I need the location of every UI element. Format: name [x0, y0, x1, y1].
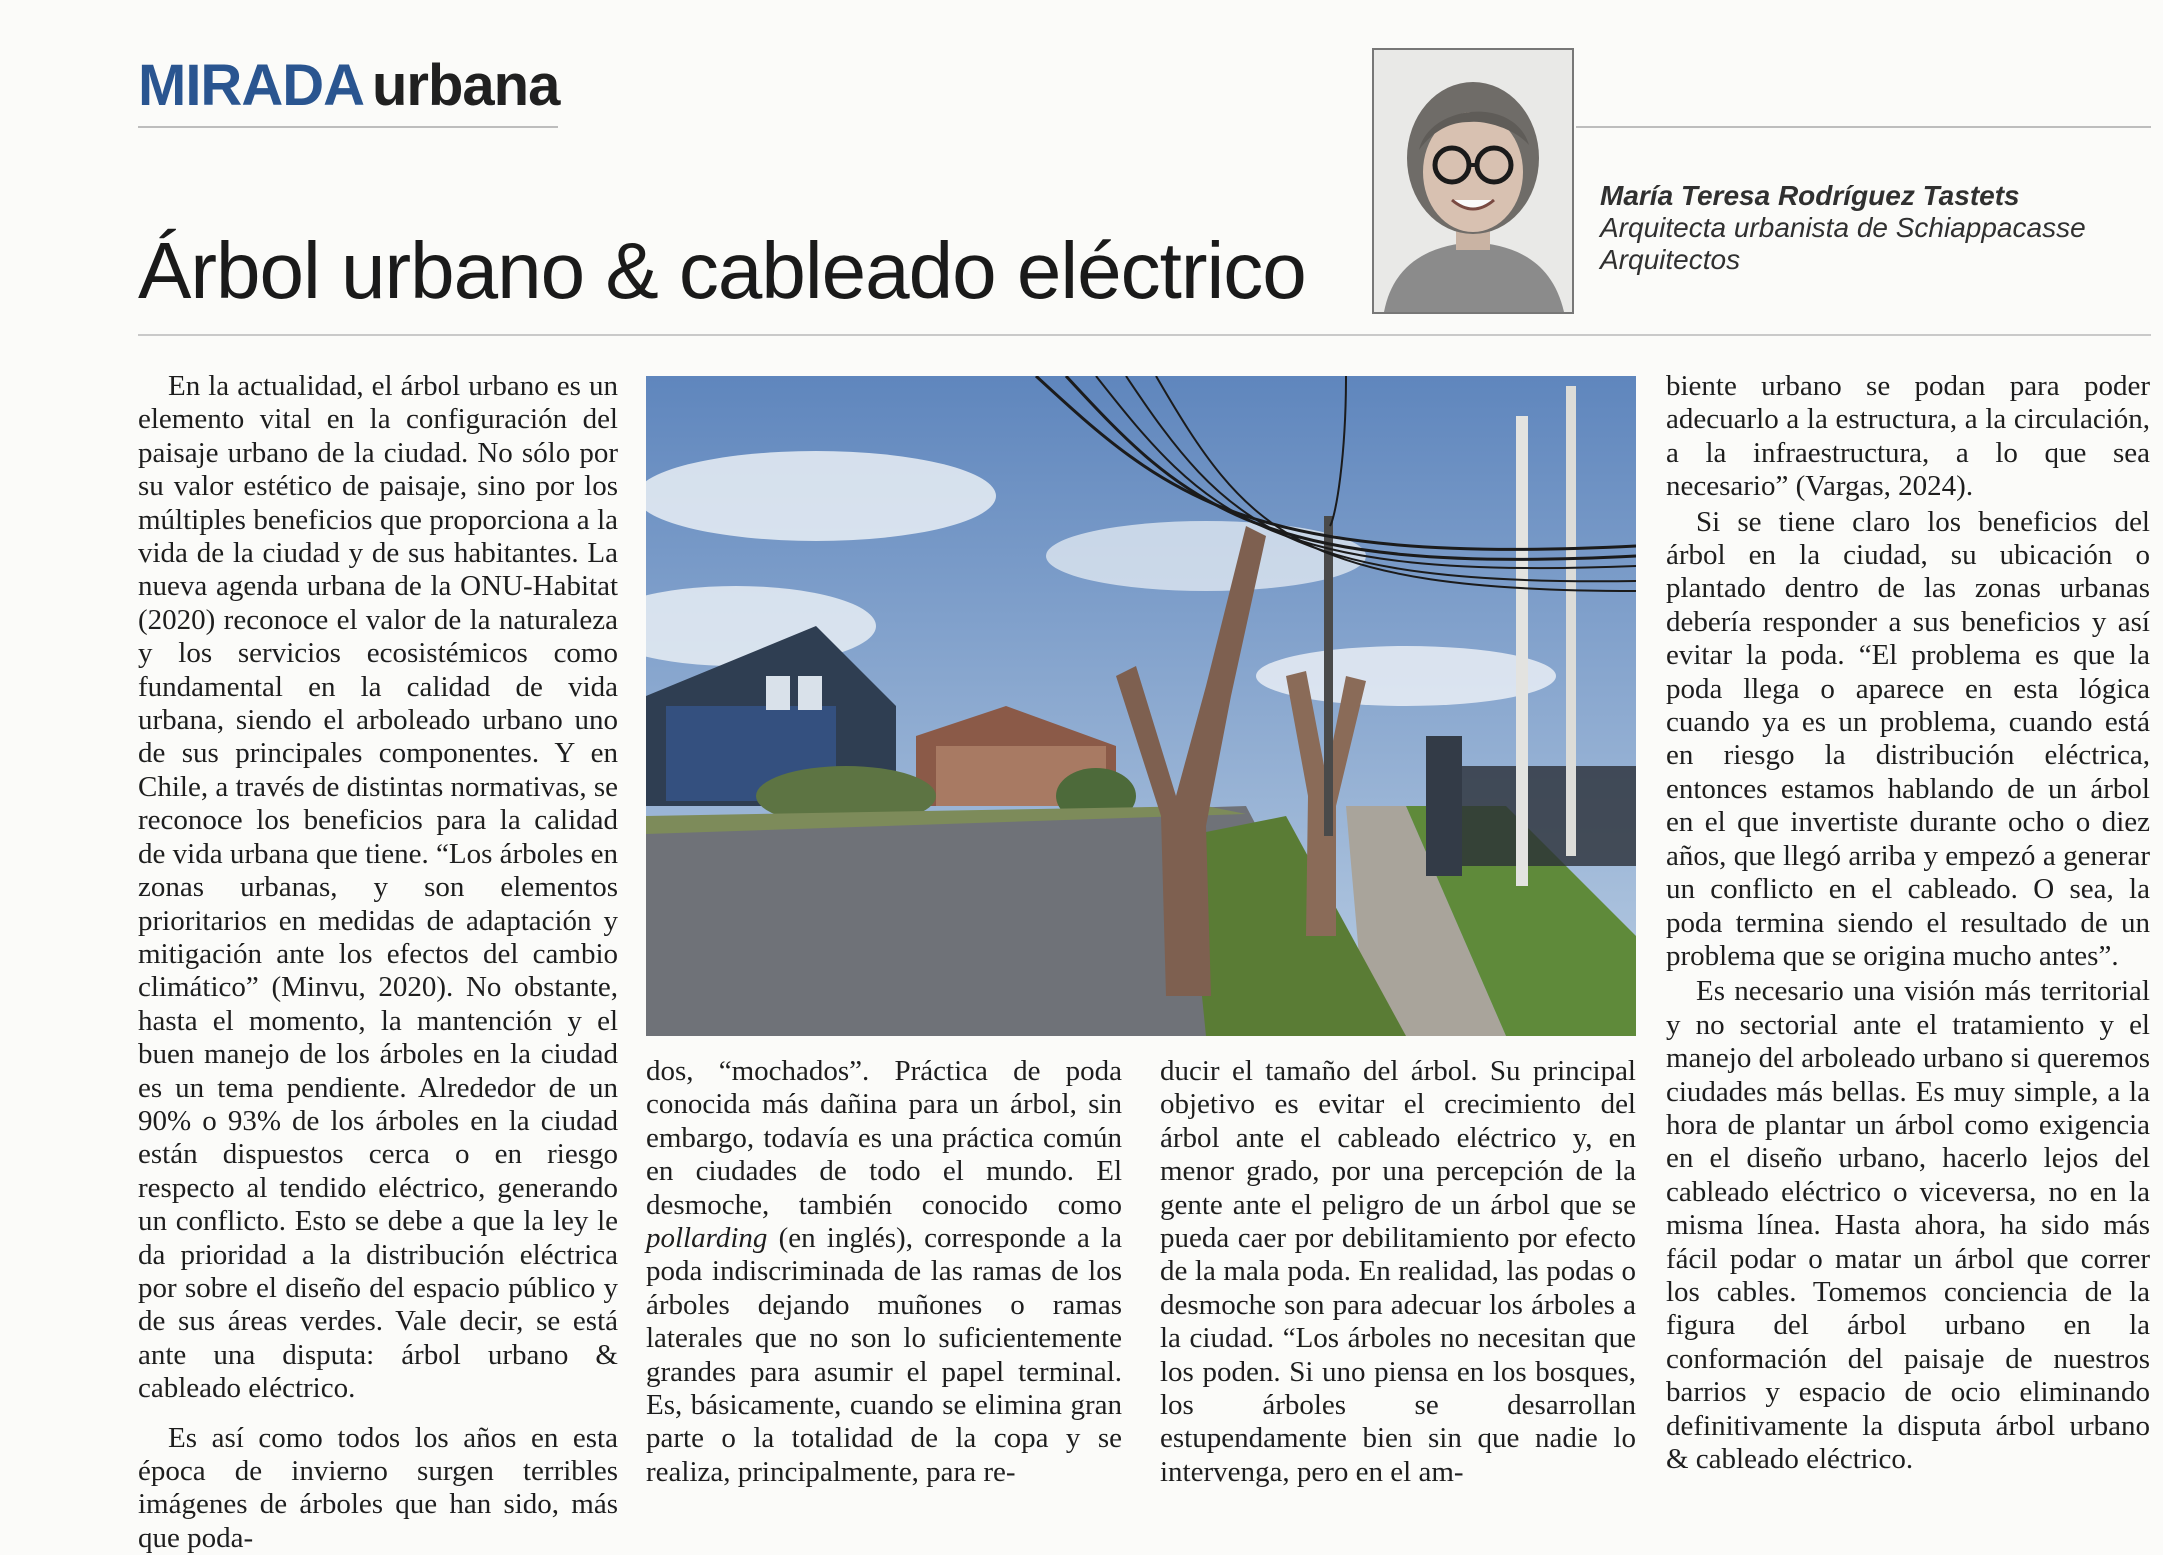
author-byline: [1600, 180, 2140, 276]
author-portrait: [1372, 48, 1574, 314]
author-name: María Teresa Rodríguez Tastets: [1600, 180, 2020, 211]
article-photo: [646, 376, 1636, 1036]
article-paragraph: biente urbano se podan para poder adecuarlo a la estructura, a la circulación, a la infraestructura, a lo que sea necesario” (Vargas, 2024).: [1666, 370, 2150, 503]
article-paragraph: Es necesario una visión más territorial y no sectorial ante el tratamiento y el manejo del arboleado urbano si queremos ciudades más bellas. Es muy simple, a la hora de plantar un árbol como exigencia en el diseño urbano, hacerlo lejos del cableado eléctrico o viceversa, no en la misma línea. Hasta ahora, ha sido más fácil podar o matar un árbol que correr los cables. Tomemos conciencia de la figura del árbol urbano en la conformación del paisaje de nuestros barrios y espacio de ocio eliminando definitivamente la disputa árbol urbano & cableado eléctrico.: [1666, 975, 2150, 1475]
article-column-3: [1160, 1055, 1636, 1489]
article-text: dos, “mochados”. Práctica de poda conocida más dañina para un árbol, sin embargo, todavía es una práctica común en ciudades de todo el mundo. El desmoche, también conocido como: [646, 1055, 1122, 1221]
header-rule-left: [138, 126, 558, 128]
article-column-2: [646, 1055, 1122, 1489]
article-paragraph: Es así como todos los años en esta época de invierno surgen terribles imágenes de árboles que han sido, más que poda-: [138, 1421, 618, 1554]
article-column-4: [1666, 370, 2150, 1476]
article-paragraph: Si se tiene claro los beneficios del árbol en la ciudad, su ubicación o plantado dentro de las zonas urbanas debería responder a sus beneficios y así evitar la poda. “El problema es que la poda llega o aparece en esta lógica cuando ya es un problema, cuando está en riesgo la distribución eléctrica, entonces estamos hablando de un árbol en el que invertiste durante ocho o diez años, que llegó arriba y empezó a generar un conflicto en el cableado. O sea, la poda termina siendo el resultado de un problema que se origina mucho antes”.: [1666, 505, 2150, 972]
author-role-line1: Arquitecta urbanista de Schiappacasse: [1600, 212, 2086, 243]
article-text: (en inglés), corresponde a la poda indiscriminada de las ramas de los árboles dejando muñones o ramas laterales que no son lo suficientemente grandes para asumir el papel terminal. Es, básicamente, cuando se elimina gran parte o la totalidad de la copa y se realiza, principalmente, para re-: [646, 1222, 1122, 1488]
section-kicker: MIRADA: [138, 53, 364, 118]
street-photo-illustration: [646, 376, 1636, 1036]
section-name: urbana: [371, 53, 560, 118]
headline-rule: [138, 334, 2151, 336]
section-header: [138, 52, 559, 119]
header-rule-right: [1576, 126, 2151, 128]
article-italic-term: pollarding: [646, 1222, 768, 1255]
article-title: Árbol urbano & cableado eléctrico: [138, 226, 1306, 315]
article-column-1: [138, 370, 618, 1555]
author-photo-illustration: [1374, 50, 1572, 312]
article-paragraph: ducir el tamaño del árbol. Su principal objetivo es evitar el crecimiento del árbol ante el cableado eléctrico y, en menor grado, por una percepción de la gente ante el peligro de un árbol que se pueda caer por debilitamiento por efecto de la mala poda. En realidad, las podas o desmoche son para adecuar los árboles a la ciudad. “Los árboles no necesitan que los poden. Si uno piensa en los bosques, los árboles se desarrollan estupendamente bien sin que nadie lo intervenga, pero en el am-: [1160, 1055, 1636, 1488]
article-paragraph: En la actualidad, el árbol urbano es un elemento vital en la configuración del paisaje urbano de la ciudad. No sólo por su valor estético de paisaje, sino por los múltiples beneficios que proporciona a la vida de la ciudad y de sus habitantes. La nueva agenda urbana de la ONU-Habitat (2020) reconoce el valor de la naturaleza y los servicios ecosistémicos como fundamental en la calidad de vida urbana, siendo el arboleado urbano uno de sus principales componentes. Y en Chile, a través de distintas normativas, se reconoce los beneficios para la calidad de vida urbana que tiene. “Los árboles en zonas urbanas, y son elementos prioritarios en medidas de adaptación y mitigación ante los efectos del cambio climático” (Minvu, 2020). No obstante, hasta el momento, la mantención y el buen manejo de los árboles en la ciudad es un tema pendiente. Alrededor de un 90% o 93% de los árboles en la ciudad están dispuestos cerca o en riesgo respecto al tendido eléctrico, generando un conflicto. Esto se debe a que la ley le da prioridad a la distribución eléctrica por sobre el diseño del espacio público y de sus áreas verdes. Vale decir, se está ante una disputa: árbol urbano & cableado eléctrico.: [138, 370, 619, 1405]
article-paragraph: [646, 1055, 1122, 1489]
author-role-line2: Arquitectos: [1600, 244, 1741, 275]
